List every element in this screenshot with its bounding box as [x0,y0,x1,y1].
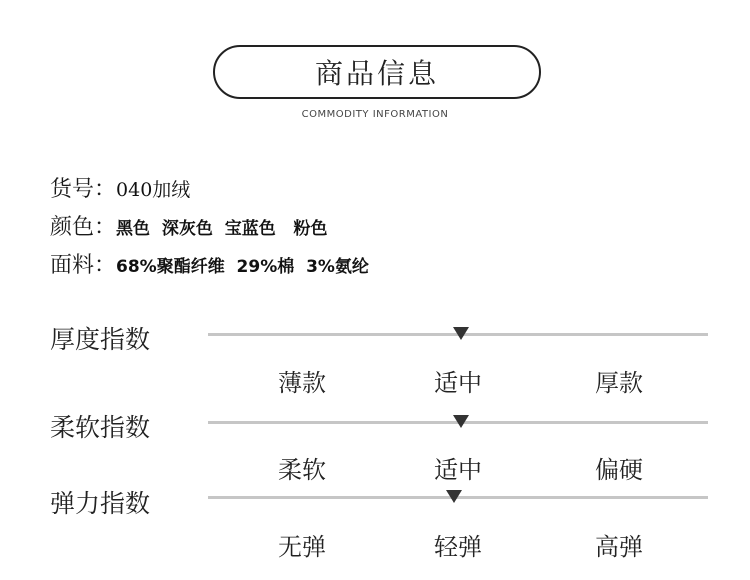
page-title [213,45,541,99]
title-text: 商品信息 [314,57,439,90]
elasticity-index-label: 弹力指数 [50,489,151,518]
item-number-value: 040加绒 [116,179,191,201]
elasticity-option-none: 无弹 [278,533,326,561]
softness-option-hard: 偏硬 [595,456,643,484]
elasticity-marker-icon [446,490,462,503]
elasticity-option-high: 高弹 [595,533,643,561]
material-row [50,248,369,279]
color-row [50,210,327,241]
color-label: 颜色： [50,215,117,240]
elasticity-option-light: 轻弹 [434,533,482,561]
item-number-row [50,172,190,203]
softness-marker-icon [453,415,469,428]
color-value: 黑色 深灰色 宝蓝色 粉色 [116,219,328,239]
softness-option-medium: 适中 [434,456,482,484]
thickness-index-label: 厚度指数 [50,325,151,354]
thickness-option-medium: 适中 [434,369,482,397]
item-number-label: 货号： [50,177,117,202]
softness-option-soft: 柔软 [278,456,326,484]
thickness-option-thick: 厚款 [595,369,643,397]
thickness-option-thin: 薄款 [278,369,326,397]
page-subtitle: COMMODITY INFORMATION [301,109,449,120]
thickness-marker-icon [453,327,469,340]
softness-index-label: 柔软指数 [50,413,151,442]
material-label: 面料： [50,253,117,278]
material-value: 68%聚酯纤维 29%棉 3%氨纶 [116,257,369,277]
